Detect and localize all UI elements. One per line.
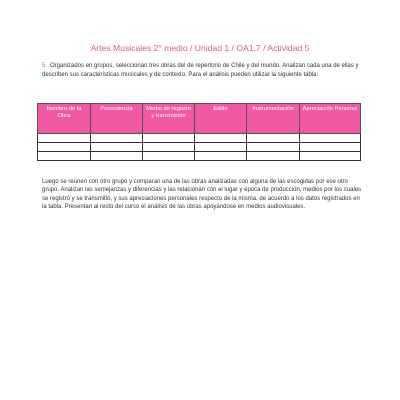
- table-cell[interactable]: [91, 152, 143, 161]
- instruction-text: Organizados en grupos, seleccionan tres obras del de repertorio de Chile y del mundo. Analizan cada una de ellas y describen sus características musicales y de contexto. Para el análisis pueden utilizar la siguiente tabla:: [42, 63, 359, 78]
- analysis-table: [37, 103, 361, 161]
- header-procedencia: Procedencia: [91, 104, 143, 134]
- table-cell[interactable]: [195, 143, 247, 152]
- table-cell[interactable]: [38, 134, 91, 143]
- header-apreciacion: Apreciación Personal: [300, 104, 361, 134]
- table-row: [38, 152, 361, 161]
- table-cell[interactable]: [247, 143, 300, 152]
- table-header-row: [38, 104, 361, 134]
- table-cell[interactable]: [300, 143, 361, 152]
- table-cell[interactable]: [247, 152, 300, 161]
- table-cell[interactable]: [143, 134, 195, 143]
- page-title: Artes Musicales 2° medio / Unidad 1 / OA1,7 / Actividad 5: [90, 43, 310, 53]
- header-nombre-obra: Nombre de la Obra: [38, 104, 91, 134]
- instruction-paragraph: [42, 62, 362, 79]
- header-instrumentacion: Instrumentación: [247, 104, 300, 134]
- table-cell[interactable]: [195, 134, 247, 143]
- table-cell[interactable]: [38, 143, 91, 152]
- table-cell[interactable]: [91, 134, 143, 143]
- table-cell[interactable]: [143, 152, 195, 161]
- instruction-number: 5.: [42, 63, 48, 69]
- header-estilo: Estilo: [195, 104, 247, 134]
- table-cell[interactable]: [91, 143, 143, 152]
- table-cell[interactable]: [143, 143, 195, 152]
- table-cell[interactable]: [195, 152, 247, 161]
- table-cell[interactable]: [300, 152, 361, 161]
- header-medio-registro: Medio de registro y transmisión: [143, 104, 195, 134]
- table-cell[interactable]: [300, 134, 361, 143]
- table-row: [38, 143, 361, 152]
- table-cell[interactable]: [247, 134, 300, 143]
- closing-paragraph: Luego se reúnen con otro grupo y comparan una de las obras analizadas con alguna de las escogidas por ese otro grupo. Analizan las semejanzas y diferencias y las relacionan con el lugar y época de producción, medios por los cuales se registró y se transmitió, y sus apreciaciones personales respecto de la misma, de acuerdo a los datos registrados en la tabla. Presentan al resto del curso el análisis de las obras apoyándose en medios audiovisuales.: [42, 179, 362, 211]
- table-row: [38, 134, 361, 143]
- table-cell[interactable]: [38, 152, 91, 161]
